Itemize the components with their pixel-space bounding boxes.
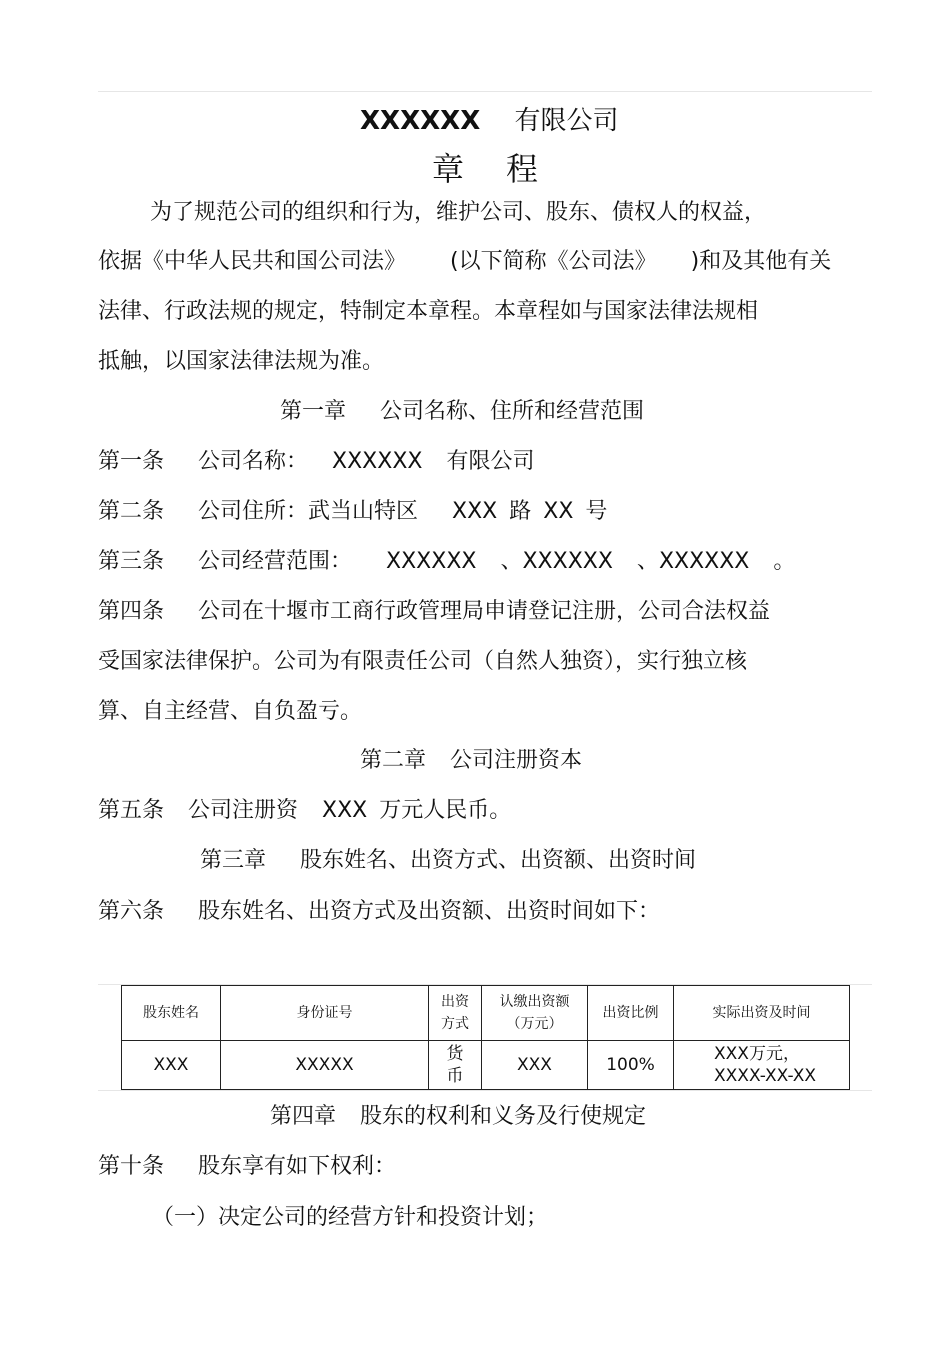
article-6-number: 第六条 bbox=[98, 899, 165, 924]
top-rule bbox=[98, 91, 872, 92]
chapter-4-number: 第四章 bbox=[270, 1104, 337, 1129]
header-contribution-method bbox=[429, 986, 482, 1041]
article-10-text: 股东享有如下权利： bbox=[198, 1154, 397, 1179]
preamble-line-2-part-1: 依据《中华人民共和国公司法》 bbox=[98, 249, 407, 274]
article-2-part-3: XX bbox=[543, 499, 574, 524]
article-1-number: 第一条 bbox=[98, 449, 165, 474]
chapter-3-title: 股东姓名、出资方式、出资额、出资时间 bbox=[300, 848, 697, 873]
header-actual-contribution: 实际出资及时间 bbox=[674, 986, 850, 1041]
article-4-line-3: 算、自主经营、自负盈亏。 bbox=[98, 699, 363, 724]
article-2-number: 第二条 bbox=[98, 499, 165, 524]
header-contribution-method-line-2: 方式 bbox=[441, 1016, 469, 1032]
cell-actual-contribution-line-2: XXXX-XX-XX bbox=[714, 1066, 817, 1086]
article-3-scope-3: XXXXXX bbox=[658, 549, 750, 574]
header-subscribed-amount bbox=[482, 986, 588, 1041]
article-4-line-2: 受国家法律保护。公司为有限责任公司（自然人独资），实行独立核 bbox=[98, 649, 748, 674]
title-latin: XXXXXX bbox=[360, 106, 481, 136]
article-4-line-1 bbox=[98, 597, 770, 627]
article-6-text: 股东姓名、出资方式及出资额、出资时间如下： bbox=[198, 899, 661, 924]
header-subscribed-amount-line-1: 认缴出资额 bbox=[499, 994, 570, 1010]
header-shareholder-name: 股东姓名 bbox=[122, 986, 221, 1041]
shareholder-table bbox=[121, 985, 850, 1090]
chapter-4-heading bbox=[270, 1102, 646, 1132]
chapter-3-number: 第三章 bbox=[200, 848, 267, 873]
table-row bbox=[122, 1041, 850, 1090]
article-10-number: 第十条 bbox=[98, 1154, 165, 1179]
chapter-4-title: 股东的权利和义务及行使规定 bbox=[360, 1104, 647, 1129]
chapter-3-heading bbox=[200, 846, 696, 876]
chapter-1-title: 公司名称、住所和经营范围 bbox=[380, 399, 645, 424]
table-header-row bbox=[122, 986, 850, 1041]
cell-id-number: XXXXX bbox=[221, 1041, 429, 1090]
article-5-number: 第五条 bbox=[98, 798, 165, 823]
preamble-line-2-part-2: (以下简称《公司法》 bbox=[450, 249, 657, 274]
cell-contribution-method bbox=[429, 1041, 482, 1090]
cell-contribution-method-line-1: 货 bbox=[446, 1044, 464, 1064]
article-1-company-name: XXXXXX bbox=[332, 449, 423, 474]
list-item: （一）决定公司的经营方针和投资计划； bbox=[152, 1205, 549, 1230]
cell-subscribed-amount: XXX bbox=[482, 1041, 588, 1090]
chapter-2-heading bbox=[360, 746, 582, 776]
chapter-2-title: 公司注册资本 bbox=[450, 748, 583, 773]
article-3-number: 第三条 bbox=[98, 549, 165, 574]
preamble-line-1: 为了规范公司的组织和行为，维护公司、股东、债权人的权益， bbox=[150, 200, 767, 225]
cell-shareholder-name: XXX bbox=[122, 1041, 221, 1090]
preamble-line-3: 法律、行政法规的规定，特制定本章程。本章程如与国家法律法规相 bbox=[98, 299, 759, 324]
cell-contribution-method-line-2: 币 bbox=[446, 1066, 464, 1086]
table-bottom-rule bbox=[98, 1090, 872, 1091]
article-3-label: 公司经营范围： bbox=[198, 549, 353, 574]
preamble-line-2 bbox=[98, 247, 831, 277]
chapter-1-heading bbox=[280, 397, 644, 427]
article-1 bbox=[98, 447, 534, 477]
document-title bbox=[360, 100, 618, 137]
title-cn: 有限公司 bbox=[514, 106, 619, 136]
chapter-2-number: 第二章 bbox=[360, 748, 427, 773]
article-3 bbox=[98, 547, 795, 577]
cell-actual-contribution-line-1: XXX万元， bbox=[714, 1044, 800, 1064]
article-4-number: 第四条 bbox=[98, 599, 165, 624]
document-subtitle: 章程 bbox=[432, 150, 581, 188]
cell-contribution-ratio: 100% bbox=[588, 1041, 674, 1090]
article-10 bbox=[98, 1152, 396, 1182]
article-3-separator-1: 、 bbox=[500, 549, 523, 574]
cell-actual-contribution bbox=[674, 1041, 850, 1090]
article-3-separator-2: 、 bbox=[636, 549, 659, 574]
article-3-end: 。 bbox=[773, 549, 796, 574]
header-subscribed-amount-line-2: （万元） bbox=[506, 1016, 563, 1032]
header-contribution-ratio: 出资比例 bbox=[588, 986, 674, 1041]
chapter-1-number: 第一章 bbox=[280, 399, 347, 424]
preamble-line-2-part-3: )和及其他有关 bbox=[690, 249, 832, 274]
article-2-part-1: XXX bbox=[452, 499, 498, 524]
article-5-amount: XXX bbox=[322, 798, 368, 823]
article-3-scope-1: XXXXXX bbox=[386, 549, 477, 574]
article-5-unit: 万元人民币。 bbox=[379, 798, 512, 823]
header-id-number: 身份证号 bbox=[221, 986, 429, 1041]
article-1-suffix: 有限公司 bbox=[446, 449, 535, 474]
article-2-part-4: 号 bbox=[585, 499, 608, 524]
article-4-text-1: 公司在十堰市工商行政管理局申请登记注册，公司合法权益 bbox=[198, 599, 771, 624]
article-1-label: 公司名称： bbox=[198, 449, 309, 474]
article-2 bbox=[98, 497, 607, 527]
article-3-scope-2: XXXXXX bbox=[522, 549, 613, 574]
preamble-line-4: 抵触，以国家法律法规为准。 bbox=[98, 349, 385, 374]
header-contribution-method-line-1: 出资 bbox=[441, 994, 469, 1010]
article-2-label: 公司住所：武当山特区 bbox=[198, 499, 419, 524]
article-5-label: 公司注册资 bbox=[188, 798, 299, 823]
article-2-part-2: 路 bbox=[509, 499, 532, 524]
article-5 bbox=[98, 796, 511, 826]
article-6 bbox=[98, 897, 660, 927]
